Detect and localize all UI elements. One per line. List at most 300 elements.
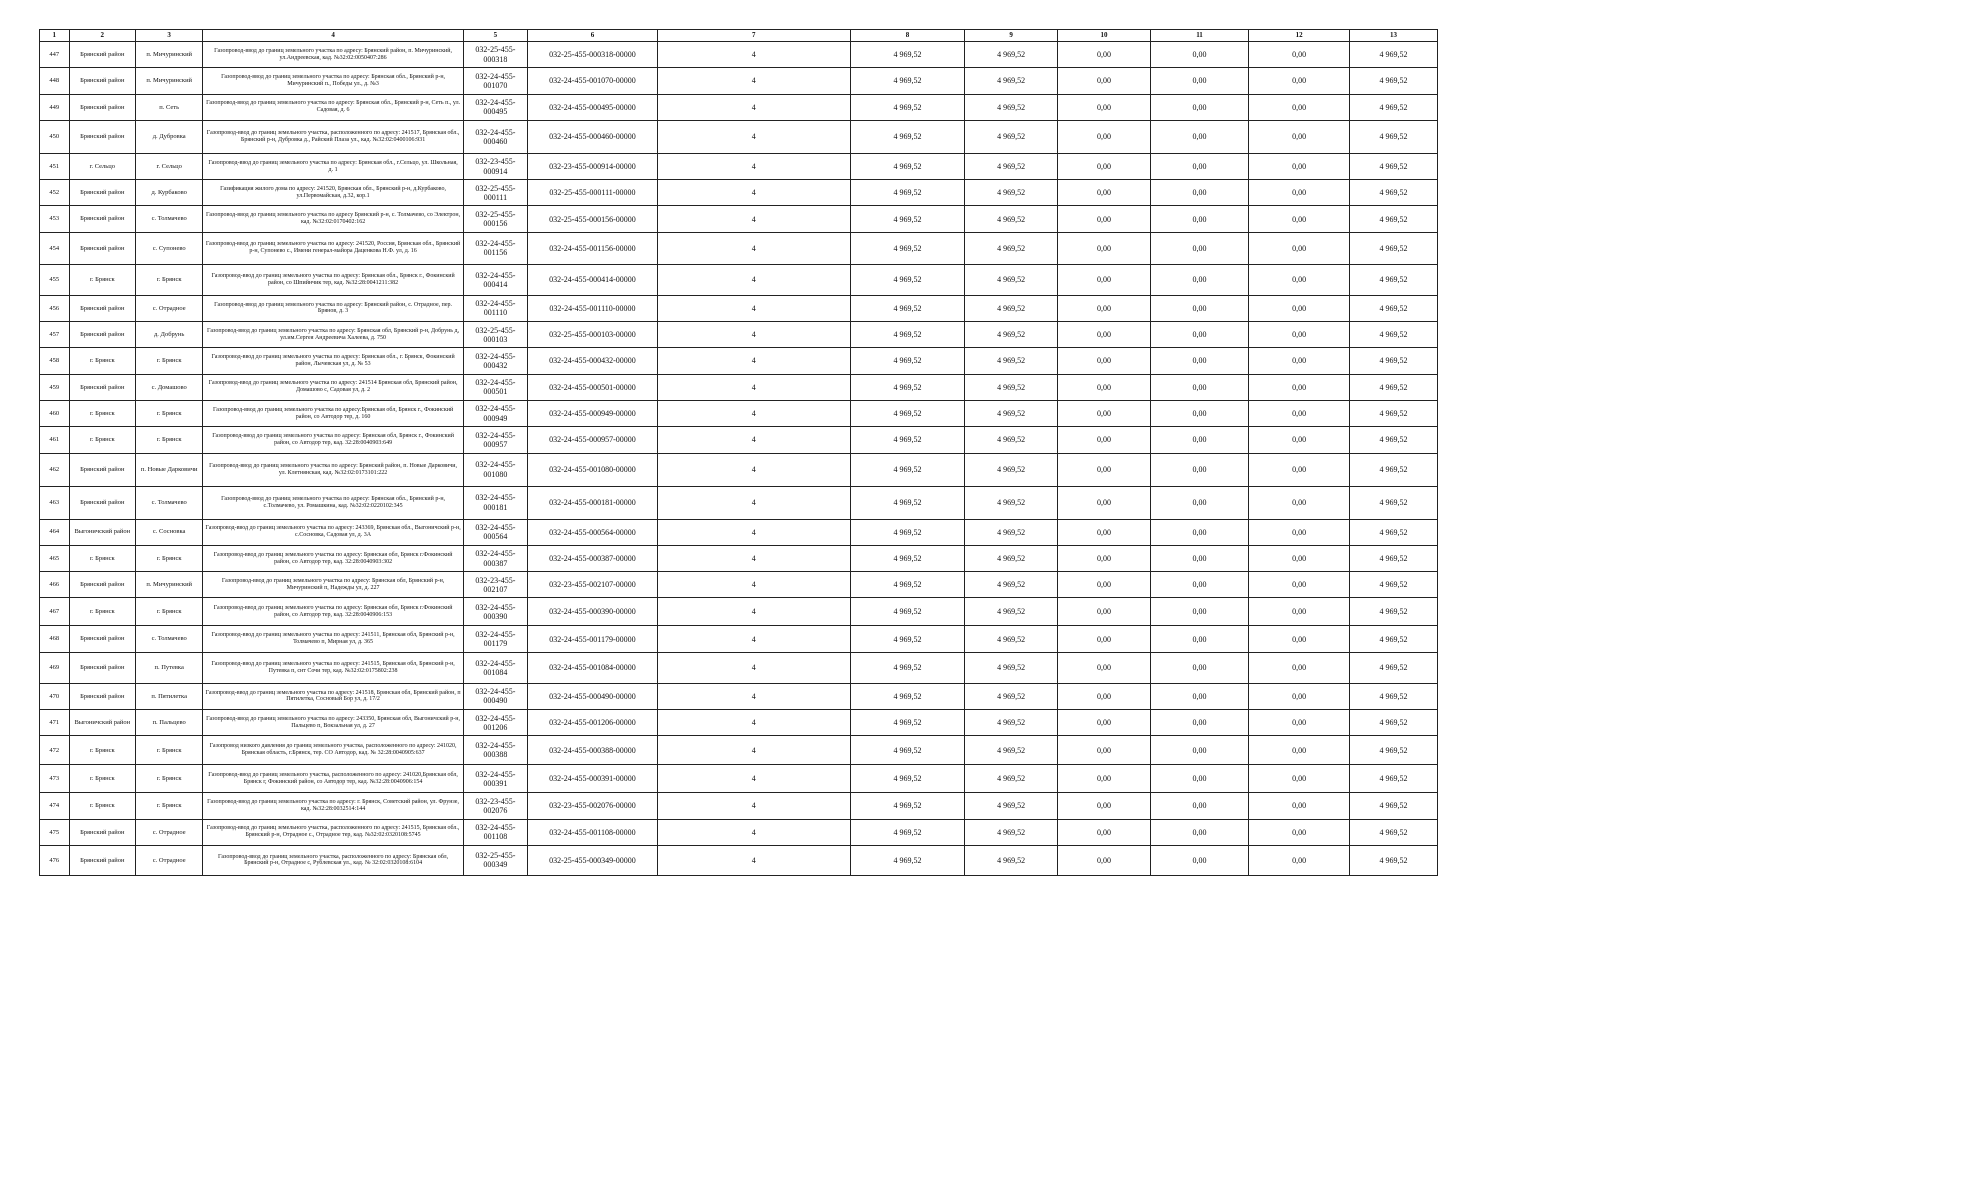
cell-category: 4 [657,519,850,545]
cell-amount-col-12: 0,00 [1249,232,1350,264]
cell-amount-paid: 4 969,52 [965,264,1058,295]
cell-category: 4 [657,94,850,120]
cell-district: г. Брянск [69,793,135,819]
cell-amount-paid: 4 969,52 [965,348,1058,374]
cell-amount-total: 4 969,52 [850,598,964,626]
cell-application-number: 032-25-455-000156 [463,206,527,232]
cell-amount-col-12: 0,00 [1249,765,1350,793]
cell-amount-total: 4 969,52 [850,845,964,875]
column-header-4: 4 [203,30,463,42]
cell-locality: с. Супонево [135,232,202,264]
cell-district: Брянский район [69,206,135,232]
cell-contract-number: 032-23-455-000914-00000 [528,153,658,179]
cell-locality: п. Путевка [135,652,202,683]
cell-object-address: Газопровод-ввод до границ земельного участка по адресу: Брянский район, п. Мичуринский, ул.Андреевская, кад. №32:02:0050407:286 [203,42,463,68]
cell-amount-col-13: 4 969,52 [1350,348,1438,374]
cell-row-number: 468 [40,626,70,652]
cell-amount-col-10: 0,00 [1058,736,1151,765]
cell-amount-col-11: 0,00 [1150,765,1248,793]
table-row [40,652,1438,683]
cell-contract-number: 032-25-455-000156-00000 [528,206,658,232]
cell-district: г. Брянск [69,598,135,626]
cell-row-number: 457 [40,322,70,348]
cell-object-address: Газопровод-ввод до границ земельного участка по адресу: 243369, Брянская обл., Выгоничский р-н, с.Сосновка, Садовая ул, д. 3А [203,519,463,545]
column-header-2: 2 [69,30,135,42]
cell-object-address: Газопровод-ввод до границ земельного участка по адресу: 241511, Брянская обл, Брянский р-н, Толмачево п, Мирная ул, д. 365 [203,626,463,652]
table-row [40,486,1438,519]
table-row [40,206,1438,232]
register-table [39,29,1438,876]
cell-application-number: 032-24-455-000949 [463,400,527,426]
cell-amount-col-10: 0,00 [1058,427,1151,453]
column-header-3: 3 [135,30,202,42]
cell-locality: г. Брянск [135,348,202,374]
cell-locality: г. Брянск [135,598,202,626]
cell-amount-col-10: 0,00 [1058,264,1151,295]
cell-district: г. Брянск [69,264,135,295]
cell-category: 4 [657,572,850,598]
cell-district: г. Брянск [69,400,135,426]
cell-row-number: 467 [40,598,70,626]
cell-amount-paid: 4 969,52 [965,68,1058,94]
cell-amount-paid: 4 969,52 [965,845,1058,875]
cell-object-address: Газопровод низкого давления до границ земельного участка, расположенного по адресу: 241020, Брянская область, г.Брянск, тер. СО Автодор, кад. № 32:28:0040905:637 [203,736,463,765]
cell-district: Брянский район [69,572,135,598]
cell-amount-col-11: 0,00 [1150,545,1248,571]
cell-amount-col-13: 4 969,52 [1350,295,1438,321]
cell-amount-total: 4 969,52 [850,545,964,571]
cell-amount-total: 4 969,52 [850,710,964,736]
column-header-9: 9 [965,30,1058,42]
table-header [40,30,1438,42]
cell-amount-total: 4 969,52 [850,486,964,519]
cell-amount-col-11: 0,00 [1150,652,1248,683]
cell-amount-col-10: 0,00 [1058,486,1151,519]
cell-amount-paid: 4 969,52 [965,572,1058,598]
cell-locality: д. Курбаково [135,180,202,206]
cell-amount-col-13: 4 969,52 [1350,626,1438,652]
cell-amount-paid: 4 969,52 [965,153,1058,179]
cell-amount-col-13: 4 969,52 [1350,68,1438,94]
cell-district: Выгоничский район [69,519,135,545]
cell-amount-total: 4 969,52 [850,572,964,598]
cell-application-number: 032-24-455-000181 [463,486,527,519]
cell-district: Брянский район [69,42,135,68]
cell-object-address: Газопровод-ввод до границ земельного участка по адресу: 243350, Брянская обл, Выгоничский р-н, Пальцево п, Вокзальная ул, д. 27 [203,710,463,736]
cell-row-number: 449 [40,94,70,120]
cell-category: 4 [657,793,850,819]
table-row [40,626,1438,652]
cell-amount-col-12: 0,00 [1249,206,1350,232]
cell-locality: с. Толмачево [135,206,202,232]
cell-amount-col-10: 0,00 [1058,652,1151,683]
cell-amount-col-12: 0,00 [1249,322,1350,348]
cell-amount-total: 4 969,52 [850,427,964,453]
cell-category: 4 [657,736,850,765]
cell-contract-number: 032-24-455-000957-00000 [528,427,658,453]
cell-amount-paid: 4 969,52 [965,374,1058,400]
cell-amount-col-12: 0,00 [1249,295,1350,321]
cell-amount-col-12: 0,00 [1249,153,1350,179]
cell-locality: г. Брянск [135,793,202,819]
cell-category: 4 [657,545,850,571]
cell-amount-total: 4 969,52 [850,736,964,765]
cell-contract-number: 032-24-455-000388-00000 [528,736,658,765]
cell-amount-paid: 4 969,52 [965,180,1058,206]
cell-category: 4 [657,626,850,652]
cell-amount-col-10: 0,00 [1058,519,1151,545]
cell-amount-col-10: 0,00 [1058,153,1151,179]
cell-amount-col-13: 4 969,52 [1350,427,1438,453]
column-header-5: 5 [463,30,527,42]
cell-district: Брянский район [69,68,135,94]
cell-locality: г. Брянск [135,427,202,453]
cell-amount-col-12: 0,00 [1249,400,1350,426]
cell-contract-number: 032-24-455-000387-00000 [528,545,658,571]
cell-row-number: 465 [40,545,70,571]
cell-amount-col-11: 0,00 [1150,374,1248,400]
cell-category: 4 [657,486,850,519]
cell-object-address: Газопровод-ввод до границ земельного участка по адресу: Брянская обл, Брянский р-н, Мичуринский п, Надежды ул, д. 227 [203,572,463,598]
cell-category: 4 [657,710,850,736]
cell-contract-number: 032-24-455-001070-00000 [528,68,658,94]
cell-amount-paid: 4 969,52 [965,206,1058,232]
cell-district: Брянский район [69,626,135,652]
column-header-6: 6 [528,30,658,42]
cell-amount-total: 4 969,52 [850,94,964,120]
cell-contract-number: 032-24-455-000501-00000 [528,374,658,400]
cell-category: 4 [657,264,850,295]
cell-row-number: 447 [40,42,70,68]
cell-amount-col-13: 4 969,52 [1350,683,1438,709]
cell-amount-total: 4 969,52 [850,322,964,348]
table-row [40,42,1438,68]
table-row [40,232,1438,264]
cell-application-number: 032-24-455-001156 [463,232,527,264]
cell-amount-col-10: 0,00 [1058,819,1151,845]
cell-application-number: 032-24-455-000460 [463,120,527,153]
cell-object-address: Газопровод-ввод до границ земельного участка по адресу: 241514 Брянская обл, Брянский район, Домашово с, Садовая ул, д. 2 [203,374,463,400]
cell-object-address: Газопровод-ввод до границ земельного участка по адресу: Брянская обл, Брянск г.Фокинский район, со Автодор тер, кад. 32:28:0040906:153 [203,598,463,626]
cell-amount-paid: 4 969,52 [965,486,1058,519]
cell-row-number: 450 [40,120,70,153]
cell-application-number: 032-25-455-000103 [463,322,527,348]
cell-row-number: 475 [40,819,70,845]
cell-application-number: 032-24-455-000388 [463,736,527,765]
cell-locality: с. Домашово [135,374,202,400]
cell-object-address: Газопровод-ввод до границ земельного участка по адресу: 241520, Россия, Брянская обл., Брянский р-н, Супонево с., Имени генерал-майора Даценкова Н.Ф. ул, д. 16 [203,232,463,264]
cell-locality: г. Брянск [135,736,202,765]
cell-district: Брянский район [69,683,135,709]
cell-category: 4 [657,598,850,626]
table-row [40,793,1438,819]
cell-amount-paid: 4 969,52 [965,519,1058,545]
cell-object-address: Газопровод-ввод до границ земельного участка по адресу: 241518, Брянская обл, Брянский район, п Пятилетка, Сосновый Бор ул, д. 17/2 [203,683,463,709]
cell-district: Брянский район [69,322,135,348]
cell-row-number: 461 [40,427,70,453]
cell-contract-number: 032-24-455-000460-00000 [528,120,658,153]
cell-object-address: Газопровод-ввод до границ земельного участка, расположенного по адресу: Брянская обл, Брянский р-н, Отрадное с, Рублевская ул., кад. № 32:02:0320108:6104 [203,845,463,875]
cell-district: Брянский район [69,845,135,875]
cell-amount-col-11: 0,00 [1150,683,1248,709]
cell-amount-col-11: 0,00 [1150,793,1248,819]
cell-amount-col-12: 0,00 [1249,626,1350,652]
cell-object-address: Газопровод-ввод до границ земельного участка по адресу:Брянская обл, Брянск г., Фокинский район, со Автодор тер, д. 160 [203,400,463,426]
cell-locality: с. Отрадное [135,845,202,875]
cell-locality: с. Толмачево [135,486,202,519]
cell-amount-col-11: 0,00 [1150,427,1248,453]
cell-amount-col-13: 4 969,52 [1350,322,1438,348]
cell-row-number: 472 [40,736,70,765]
cell-contract-number: 032-24-455-000414-00000 [528,264,658,295]
cell-amount-col-10: 0,00 [1058,845,1151,875]
cell-amount-col-13: 4 969,52 [1350,598,1438,626]
cell-category: 4 [657,42,850,68]
cell-amount-col-11: 0,00 [1150,42,1248,68]
table-row [40,295,1438,321]
cell-row-number: 470 [40,683,70,709]
cell-amount-col-10: 0,00 [1058,68,1151,94]
cell-row-number: 460 [40,400,70,426]
cell-amount-col-13: 4 969,52 [1350,545,1438,571]
cell-amount-col-10: 0,00 [1058,206,1151,232]
cell-application-number: 032-24-455-000391 [463,765,527,793]
cell-application-number: 032-23-455-002107 [463,572,527,598]
cell-amount-col-11: 0,00 [1150,845,1248,875]
cell-category: 4 [657,232,850,264]
cell-locality: п. Мичуринский [135,68,202,94]
cell-amount-paid: 4 969,52 [965,232,1058,264]
cell-application-number: 032-24-455-000490 [463,683,527,709]
cell-locality: г. Брянск [135,400,202,426]
table-body [40,42,1438,876]
column-header-8: 8 [850,30,964,42]
table-row [40,845,1438,875]
cell-amount-col-13: 4 969,52 [1350,206,1438,232]
table-row [40,572,1438,598]
cell-amount-total: 4 969,52 [850,153,964,179]
cell-district: г. Брянск [69,736,135,765]
table-row [40,519,1438,545]
cell-amount-col-10: 0,00 [1058,545,1151,571]
table-row [40,94,1438,120]
cell-amount-col-13: 4 969,52 [1350,374,1438,400]
cell-application-number: 032-25-455-000111 [463,180,527,206]
cell-contract-number: 032-24-455-001080-00000 [528,453,658,486]
cell-contract-number: 032-24-455-001110-00000 [528,295,658,321]
cell-amount-col-10: 0,00 [1058,626,1151,652]
cell-amount-col-11: 0,00 [1150,736,1248,765]
cell-amount-col-11: 0,00 [1150,348,1248,374]
cell-category: 4 [657,374,850,400]
table-row [40,453,1438,486]
cell-amount-total: 4 969,52 [850,295,964,321]
cell-object-address: Газопровод-ввод до границ земельного участка по адресу: 241515, Брянская обл, Брянский р-н, Путевка п, снт Сочи тер, кад. №32:02:0175802:238 [203,652,463,683]
cell-amount-col-11: 0,00 [1150,68,1248,94]
table-row [40,765,1438,793]
cell-row-number: 473 [40,765,70,793]
cell-locality: г. Сельцо [135,153,202,179]
cell-object-address: Газопровод-ввод до границ земельного участка по адресу Брянский р-н, с. Толмачево, со Электрон, кад. №32:02:0170402:162 [203,206,463,232]
cell-amount-col-11: 0,00 [1150,232,1248,264]
cell-application-number: 032-25-455-000349 [463,845,527,875]
cell-category: 4 [657,400,850,426]
cell-object-address: Газопровод-ввод до границ земельного участка по адресу: Брянский район, с. Отрадное, пер. Брянов, д. 3 [203,295,463,321]
cell-amount-total: 4 969,52 [850,819,964,845]
cell-amount-col-13: 4 969,52 [1350,232,1438,264]
cell-amount-paid: 4 969,52 [965,322,1058,348]
cell-row-number: 456 [40,295,70,321]
cell-amount-col-12: 0,00 [1249,427,1350,453]
cell-locality: п. Пальцево [135,710,202,736]
cell-row-number: 448 [40,68,70,94]
cell-contract-number: 032-23-455-002107-00000 [528,572,658,598]
cell-category: 4 [657,68,850,94]
cell-amount-col-13: 4 969,52 [1350,486,1438,519]
cell-amount-col-11: 0,00 [1150,153,1248,179]
cell-amount-paid: 4 969,52 [965,453,1058,486]
cell-contract-number: 032-25-455-000111-00000 [528,180,658,206]
cell-amount-col-12: 0,00 [1249,264,1350,295]
cell-row-number: 458 [40,348,70,374]
cell-application-number: 032-23-455-000914 [463,153,527,179]
cell-amount-col-13: 4 969,52 [1350,572,1438,598]
cell-district: г. Брянск [69,765,135,793]
cell-amount-col-11: 0,00 [1150,626,1248,652]
cell-application-number: 032-25-455-000318 [463,42,527,68]
cell-row-number: 463 [40,486,70,519]
cell-amount-paid: 4 969,52 [965,42,1058,68]
cell-amount-paid: 4 969,52 [965,793,1058,819]
table-row [40,736,1438,765]
cell-amount-col-10: 0,00 [1058,572,1151,598]
cell-amount-col-10: 0,00 [1058,120,1151,153]
table-row [40,819,1438,845]
cell-category: 4 [657,427,850,453]
cell-amount-col-10: 0,00 [1058,683,1151,709]
cell-object-address: Газопровод-ввод до границ земельного участка, расположенного по адресу: 241020,Брянская обл, Брянск г, Фокинский район, со Автодор тер, кад. №32:28:0040906:154 [203,765,463,793]
cell-amount-col-10: 0,00 [1058,348,1151,374]
cell-category: 4 [657,845,850,875]
cell-amount-col-10: 0,00 [1058,765,1151,793]
cell-amount-col-10: 0,00 [1058,295,1151,321]
cell-locality: с. Отрадное [135,295,202,321]
cell-object-address: Газопровод-ввод до границ земельного участка по адресу: Брянская обл, Брянск г., Фокинский район, со Автодор тер, кад. 32:28:0040903:649 [203,427,463,453]
table-row [40,710,1438,736]
cell-amount-paid: 4 969,52 [965,683,1058,709]
cell-category: 4 [657,295,850,321]
cell-district: Брянский район [69,486,135,519]
cell-row-number: 459 [40,374,70,400]
cell-amount-col-13: 4 969,52 [1350,793,1438,819]
cell-application-number: 032-24-455-000957 [463,427,527,453]
column-header-7: 7 [657,30,850,42]
cell-amount-col-13: 4 969,52 [1350,264,1438,295]
table-row [40,427,1438,453]
cell-application-number: 032-24-455-000495 [463,94,527,120]
cell-contract-number: 032-23-455-002076-00000 [528,793,658,819]
table-row [40,374,1438,400]
cell-amount-col-13: 4 969,52 [1350,765,1438,793]
cell-amount-col-13: 4 969,52 [1350,153,1438,179]
cell-application-number: 032-24-455-001206 [463,710,527,736]
cell-object-address: Газопровод-ввод до границ земельного участка по адресу: Брянская обл., Брянский р-н, Сеть п., ул. Садовая, д. 6 [203,94,463,120]
cell-amount-col-12: 0,00 [1249,486,1350,519]
cell-amount-col-13: 4 969,52 [1350,845,1438,875]
cell-district: Брянский район [69,453,135,486]
cell-row-number: 476 [40,845,70,875]
cell-amount-col-10: 0,00 [1058,374,1151,400]
cell-amount-col-11: 0,00 [1150,295,1248,321]
cell-district: Брянский район [69,819,135,845]
cell-amount-col-11: 0,00 [1150,819,1248,845]
cell-contract-number: 032-24-455-000432-00000 [528,348,658,374]
cell-amount-total: 4 969,52 [850,374,964,400]
cell-amount-total: 4 969,52 [850,519,964,545]
cell-amount-total: 4 969,52 [850,232,964,264]
cell-object-address: Газопровод-ввод до границ земельного участка по адресу: Брянская обл., Брянский р-н, с.Толмачево, ул. Ромашкина, кад. №32:02:0220102:345 [203,486,463,519]
cell-category: 4 [657,652,850,683]
cell-row-number: 471 [40,710,70,736]
cell-amount-paid: 4 969,52 [965,736,1058,765]
cell-amount-paid: 4 969,52 [965,120,1058,153]
cell-category: 4 [657,819,850,845]
cell-amount-col-13: 4 969,52 [1350,180,1438,206]
cell-amount-col-12: 0,00 [1249,348,1350,374]
cell-category: 4 [657,206,850,232]
cell-category: 4 [657,453,850,486]
cell-amount-total: 4 969,52 [850,180,964,206]
cell-amount-total: 4 969,52 [850,42,964,68]
cell-amount-col-10: 0,00 [1058,793,1151,819]
cell-category: 4 [657,765,850,793]
cell-amount-total: 4 969,52 [850,683,964,709]
cell-amount-col-11: 0,00 [1150,206,1248,232]
cell-amount-col-10: 0,00 [1058,400,1151,426]
cell-locality: д. Дубровка [135,120,202,153]
cell-amount-col-11: 0,00 [1150,400,1248,426]
column-header-11: 11 [1150,30,1248,42]
cell-district: Брянский район [69,652,135,683]
cell-amount-col-12: 0,00 [1249,845,1350,875]
cell-locality: с. Толмачево [135,626,202,652]
cell-contract-number: 032-25-455-000318-00000 [528,42,658,68]
cell-contract-number: 032-24-455-000564-00000 [528,519,658,545]
cell-amount-col-11: 0,00 [1150,572,1248,598]
cell-amount-col-10: 0,00 [1058,232,1151,264]
cell-contract-number: 032-24-455-001108-00000 [528,819,658,845]
cell-amount-col-10: 0,00 [1058,42,1151,68]
cell-locality: с. Сосновка [135,519,202,545]
cell-object-address: Газопровод-ввод до границ земельного участка по адресу: г. Брянск, Советский район, ул. Фрунзе, кад. №32:28:0032514:144 [203,793,463,819]
cell-amount-paid: 4 969,52 [965,295,1058,321]
cell-object-address: Газопровод-ввод до границ земельного участка по адресу: Брянская обл., Брянский р-н, Мичуринский п., Победы ул., д. №3 [203,68,463,94]
cell-amount-col-10: 0,00 [1058,710,1151,736]
cell-contract-number: 032-25-455-000349-00000 [528,845,658,875]
cell-category: 4 [657,322,850,348]
cell-row-number: 451 [40,153,70,179]
cell-contract-number: 032-24-455-000390-00000 [528,598,658,626]
cell-district: Брянский район [69,180,135,206]
table-row [40,322,1438,348]
cell-amount-paid: 4 969,52 [965,427,1058,453]
cell-application-number: 032-24-455-001108 [463,819,527,845]
cell-amount-col-11: 0,00 [1150,322,1248,348]
cell-application-number: 032-23-455-002076 [463,793,527,819]
cell-contract-number: 032-24-455-000181-00000 [528,486,658,519]
table-row [40,545,1438,571]
cell-category: 4 [657,180,850,206]
